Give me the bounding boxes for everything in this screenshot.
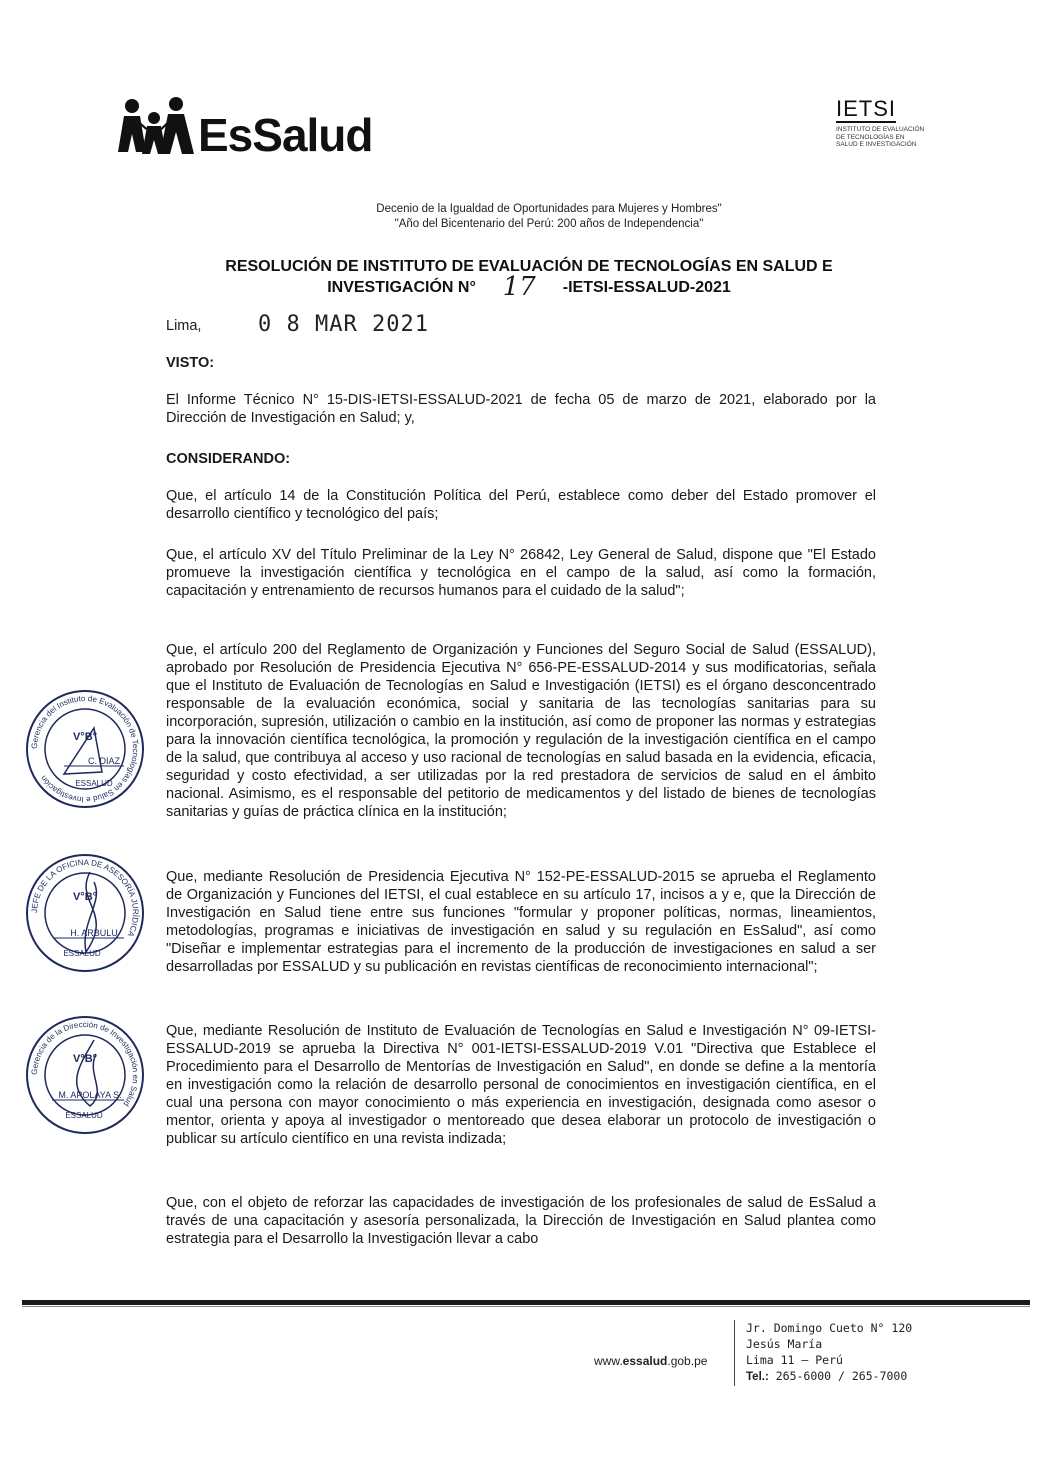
stamp-name: M. APOLAYA S. xyxy=(58,1090,122,1100)
footer-divider xyxy=(22,1300,1030,1305)
stamp-bottom: ESSALUD xyxy=(63,949,101,958)
approval-stamp-ietsi xyxy=(24,688,146,810)
web-bold: essalud xyxy=(622,1354,668,1368)
resolution-title xyxy=(140,256,918,302)
title-prefix: INVESTIGACIÓN N° xyxy=(327,279,476,296)
website-link[interactable] xyxy=(594,1354,707,1368)
ietsi-logo xyxy=(836,98,926,149)
ietsi-title: IETSI xyxy=(836,96,897,121)
approval-stamp-legal xyxy=(24,852,146,974)
web-suffix: .gob.pe xyxy=(667,1354,708,1368)
year-line: "Año del Bicentenario del Perú: 200 años de Independencia" xyxy=(394,218,704,230)
paragraph-constitution: Que, el artículo 14 de la Constitución Política del Perú, establece como deber del Estado promover el desarrollo científico y tecnológico del país; xyxy=(166,488,876,522)
stamp-vb: V°B° xyxy=(72,731,98,743)
stamp-seal-icon xyxy=(24,852,146,974)
title-suffix: -IETSI-ESSALUD-2021 xyxy=(562,279,731,296)
address-line: Jesús María xyxy=(746,1337,823,1351)
tel-label: Tel.: xyxy=(746,1371,769,1383)
footer-divider-thin xyxy=(22,1306,1030,1307)
stamp-ring-text: Gerencia del Instituto de Evaluación de Tecnologías en Salud e Investigación xyxy=(29,693,141,805)
considerando-heading: CONSIDERANDO: xyxy=(166,451,291,467)
essalud-logo xyxy=(118,96,373,161)
stamp-seal-icon xyxy=(24,1014,146,1136)
logo-text: EsSalud xyxy=(198,109,373,161)
place-label: Lima, xyxy=(166,318,202,334)
approval-stamp-research xyxy=(24,1014,146,1136)
stamp-vb: V°B° xyxy=(72,1053,98,1065)
footer-address xyxy=(746,1320,912,1385)
paragraph-rof-ietsi: Que, mediante Resolución de Presidencia Ejecutiva N° 152-PE-ESSALUD-2015 se aprueba el Reglamento de Organización y Funciones del IETSI, el cual establece en su artículo 17, incisos a y e, que la Dirección de Investigación en Salud tiene entre sus funciones "formular y proponer políticas, normas, lineamientos, metodologías, programas e iniciativas de investigación en salud y su regulación en EsSalud", así como "Diseñar e implementar estrategias para el incremento de la producción de investigaciones en salud a ser desarrolladas por ESSALUD y su publicación en revistas científicas de reconocimiento internacional"; xyxy=(166,869,876,975)
tel-value: 265-6000 / 265-7000 xyxy=(768,1369,908,1383)
stamp-bottom: ESSALUD xyxy=(75,779,113,788)
ietsi-subtitle: INSTITUTO DE EVALUACIÓN DE TECNOLOGÍAS EN SALUD E INVESTIGACIÓN xyxy=(836,126,925,148)
paragraph-mentoring-directive: Que, mediante Resolución de Instituto de Evaluación de Tecnologías en Salud e Investigación N° 09-IETSI-ESSALUD-2019 se aprueba la Directiva N° 001-IETSI-ESSALUD-2019 V.01 "Directiva que Establece el Procedimiento para el Desarrollo de Mentorías de Investigación en Salud", en donde se define a la mentoría en investigación como la relación de desarrollo personal de conocimientos en investigación científica, en el cual una persona con mayor conocimiento o más experiencia en investigación, designada como asesor o mentor, orienta y apoya al investigador o mentoreado que desea elaborar un protocolo de investigación o publicar su artículo científico en una revista indizada; xyxy=(166,1023,876,1147)
stamp-ring-text: JEFE DE LA OFICINA DE ASESORÍA JURÍDICA xyxy=(29,857,141,939)
footer-separator xyxy=(734,1320,735,1386)
paragraph-rof-essalud: Que, el artículo 200 del Reglamento de Organización y Funciones del Seguro Social de Salud (ESSALUD), aprobado por Resolución de Presidencia Ejecutiva N° 656-PE-ESSALUD-2014 y sus modificatorias, señala que el Instituto de Evaluación de Tecnologías en Salud e Investigación (IETSI) es el órgano desconcentrado responsable de la evaluación económica, social y sanitaria de las tecnologías sanitarias para su incorporación, supresión, utilización o cambio en la institución, así como de proponer las normas y estrategias para la innovación científica tecnológica, la promoción y regulación de la investigación científica en el campo de la salud, que contribuya al acceso y uso racional de tecnologías en salud basada en la evidencia, eficacia, seguridad y costo efectividad, a ser utilizadas por la red prestadora de servicios de salud en el ámbito nacional. Asimismo, es el responsable del petitorio de medicamentos y del listado de bienes de tecnologías sanitarias y guías de práctica clínica en la institución; xyxy=(166,642,876,820)
paragraph-general-law: Que, el artículo XV del Título Preliminar de la Ley N° 26842, Ley General de Salud, dispone que "El Estado promueve la investigación científica y tecnológica en el campo de la salud, así como la formación, capacitación y entrenamiento de recursos humanos para el cuidado de la salud"; xyxy=(166,547,876,599)
visto-heading: VISTO: xyxy=(166,355,215,371)
phone-line xyxy=(746,1368,912,1385)
decade-header xyxy=(0,202,1058,232)
decade-line: Decenio de la Igualdad de Oportunidades para Mujeres y Hombres" xyxy=(376,203,722,215)
title-line-2 xyxy=(140,272,918,302)
date-stamp: 0 8 MAR 2021 xyxy=(258,312,429,337)
resolution-number: 17 xyxy=(502,272,536,302)
address-line: Lima 11 – Perú xyxy=(746,1353,843,1367)
web-prefix: www. xyxy=(594,1354,623,1368)
title-line-1: RESOLUCIÓN DE INSTITUTO DE EVALUACIÓN DE TECNOLOGÍAS EN SALUD E xyxy=(225,258,833,275)
visto-paragraph: El Informe Técnico N° 15-DIS-IETSI-ESSALUD-2021 de fecha 05 de marzo de 2021, elaborado por la Dirección de Investigación en Salud; y, xyxy=(166,392,876,426)
stamp-ring-text: Gerencia de la Dirección de Investigación en Salud xyxy=(29,1019,141,1109)
stamp-vb: V°B° xyxy=(72,891,98,903)
stamp-bottom: ESSALUD xyxy=(65,1111,103,1120)
address-line: Jr. Domingo Cueto N° 120 xyxy=(746,1321,913,1335)
family-figures-icon xyxy=(118,96,196,158)
stamp-name: H. ARBULU xyxy=(70,928,118,938)
paragraph-training-strategy: Que, con el objeto de reforzar las capacidades de investigación de los profesionales de salud de EsSalud a través de una capacitación y asesoría personalizada, la Dirección de Investigación en Salud plantea como estrategia para el Desarrollo la Investigación llevar a cabo xyxy=(166,1195,876,1247)
stamp-seal-icon xyxy=(24,688,146,810)
stamp-name: C. DIAZ xyxy=(87,756,121,766)
